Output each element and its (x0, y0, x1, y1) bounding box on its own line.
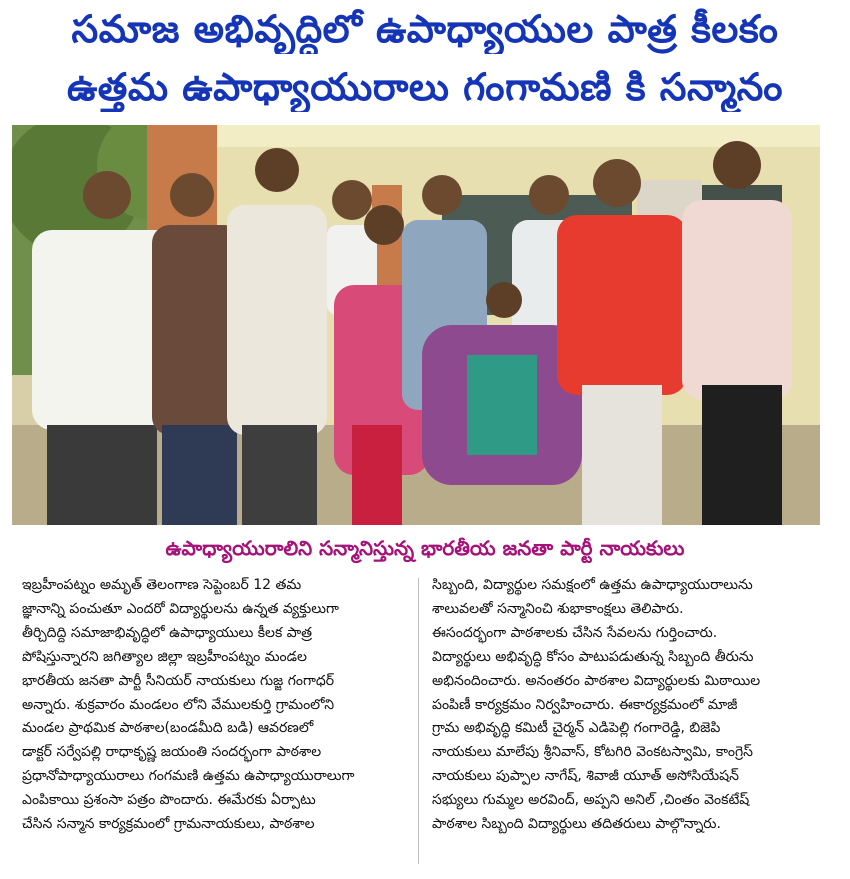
article-line: పోషిస్తున్నారని జగిత్యాల జిల్లా ఇబ్రహీంపట్నం మండల (22, 648, 307, 665)
article-line: ప్రధానోపాధ్యాయురాలు గంగమణి ఉత్తమ ఉపాధ్యాయురాలుగా (22, 768, 355, 785)
article-line: నాయకులు మాలేపు శ్రీనివాస్, కోటగిరి వెంకటస్వామి, కాంగ్రెస్ (432, 744, 753, 761)
article-line: ఎంపికాయి ప్రశంసా పత్రం పొందారు. ఈమేరకు ఏర్పాటు (22, 792, 316, 809)
article-line: తీర్చిదిద్ది సమాజాభివృద్ధిలో ఉపాధ్యాయులు కీలక పాత్ర (22, 624, 313, 641)
article-column-right (432, 574, 818, 837)
article-line: శాలువలతో సన్మానించి శుభాకాంక్షలు తెలిపారు. (432, 600, 684, 617)
article-line: విద్యార్థులు అభివృద్ధి కోసం పాటుపడుతున్న సిబ్బంది తీరును (432, 648, 754, 665)
headline-line-1: సమాజ అభివృద్ధిలో ఉపాధ్యాయుల పాత్ర కీలకం (71, 7, 779, 51)
photo-caption: ఉపాధ్యాయురాలిని సన్మానిస్తున్న భారతీయ జనతా పార్టీ నాయకులు (165, 536, 685, 560)
article-line: సభ్యులు గుమ్మల అరవింద్, అప్పని అనిల్ ,చింతం వెంకటేష్ (432, 792, 750, 809)
article-line: చేసిన సన్మాన కార్యక్రమంలో గ్రామనాయకులు, పాఠశాల (22, 816, 315, 833)
article-column-left (22, 574, 408, 837)
article-line: పంపిణీ కార్యక్రమం నిర్వహించారు. ఈకార్యక్రమంలో మాజీ (432, 696, 738, 713)
article-line: పాఠశాల సిబ్బంది విద్యార్థులు తదితరులు పాల్గొన్నారు. (432, 816, 721, 833)
article-line: జ్ఞానాన్ని పంచుతూ ఎందరో విద్యార్థులను ఉన్నత వ్యక్తులుగా (22, 600, 339, 617)
article-line: ఈసందర్భంగా పాఠశాలకు చేసిన సేవలను గుర్తించారు. (432, 624, 718, 641)
article-line: మండల ప్రాథమిక పాఠశాల(బండమీది బడి) ఆవరణలో (22, 720, 314, 737)
article-line: నాయకులు పుప్పాల నాగేష్, శివాజీ యూత్ అసోసియేషన్ (432, 768, 739, 785)
article-line: గ్రామ అభివృద్ధి కమిటీ చైర్మన్ ఎడిపెల్లి గంగారెడ్డి, బిజెపి (432, 720, 721, 737)
article-line: డాక్టర్ సర్వేపల్లి రాధాకృష్ణ జయంతి సందర్భంగా పాఠశాల (22, 744, 322, 761)
article-line: అన్నారు. శుక్రవారం మండలం లోని వేములకుర్తి గ్రామంలోని (22, 696, 335, 713)
article-line: అభినందించారు. అనంతరం పాఠశాల విద్యార్థులకు మిఠాయిల (432, 672, 761, 689)
headline-line-2: ఉత్తమ ఉపాధ్యాయురాలు గంగామణి కి సన్మానం (66, 65, 784, 109)
article-line: సిబ్బంది, విద్యార్థుల సమక్షంలో ఉత్తమ ఉపాధ్యాయురాలును (432, 577, 753, 593)
article-line: భారతీయ జనతా పార్టీ సీనియర్ నాయకులు గుజ్జ గంగాధర్ (22, 672, 335, 689)
article-line: ఇబ్రహీంపట్నం అమృత్ తెలంగాణ సెప్టెంబర్ 12 తమ (22, 577, 302, 593)
ceremony-group-photo (12, 125, 820, 525)
column-divider (418, 578, 419, 864)
